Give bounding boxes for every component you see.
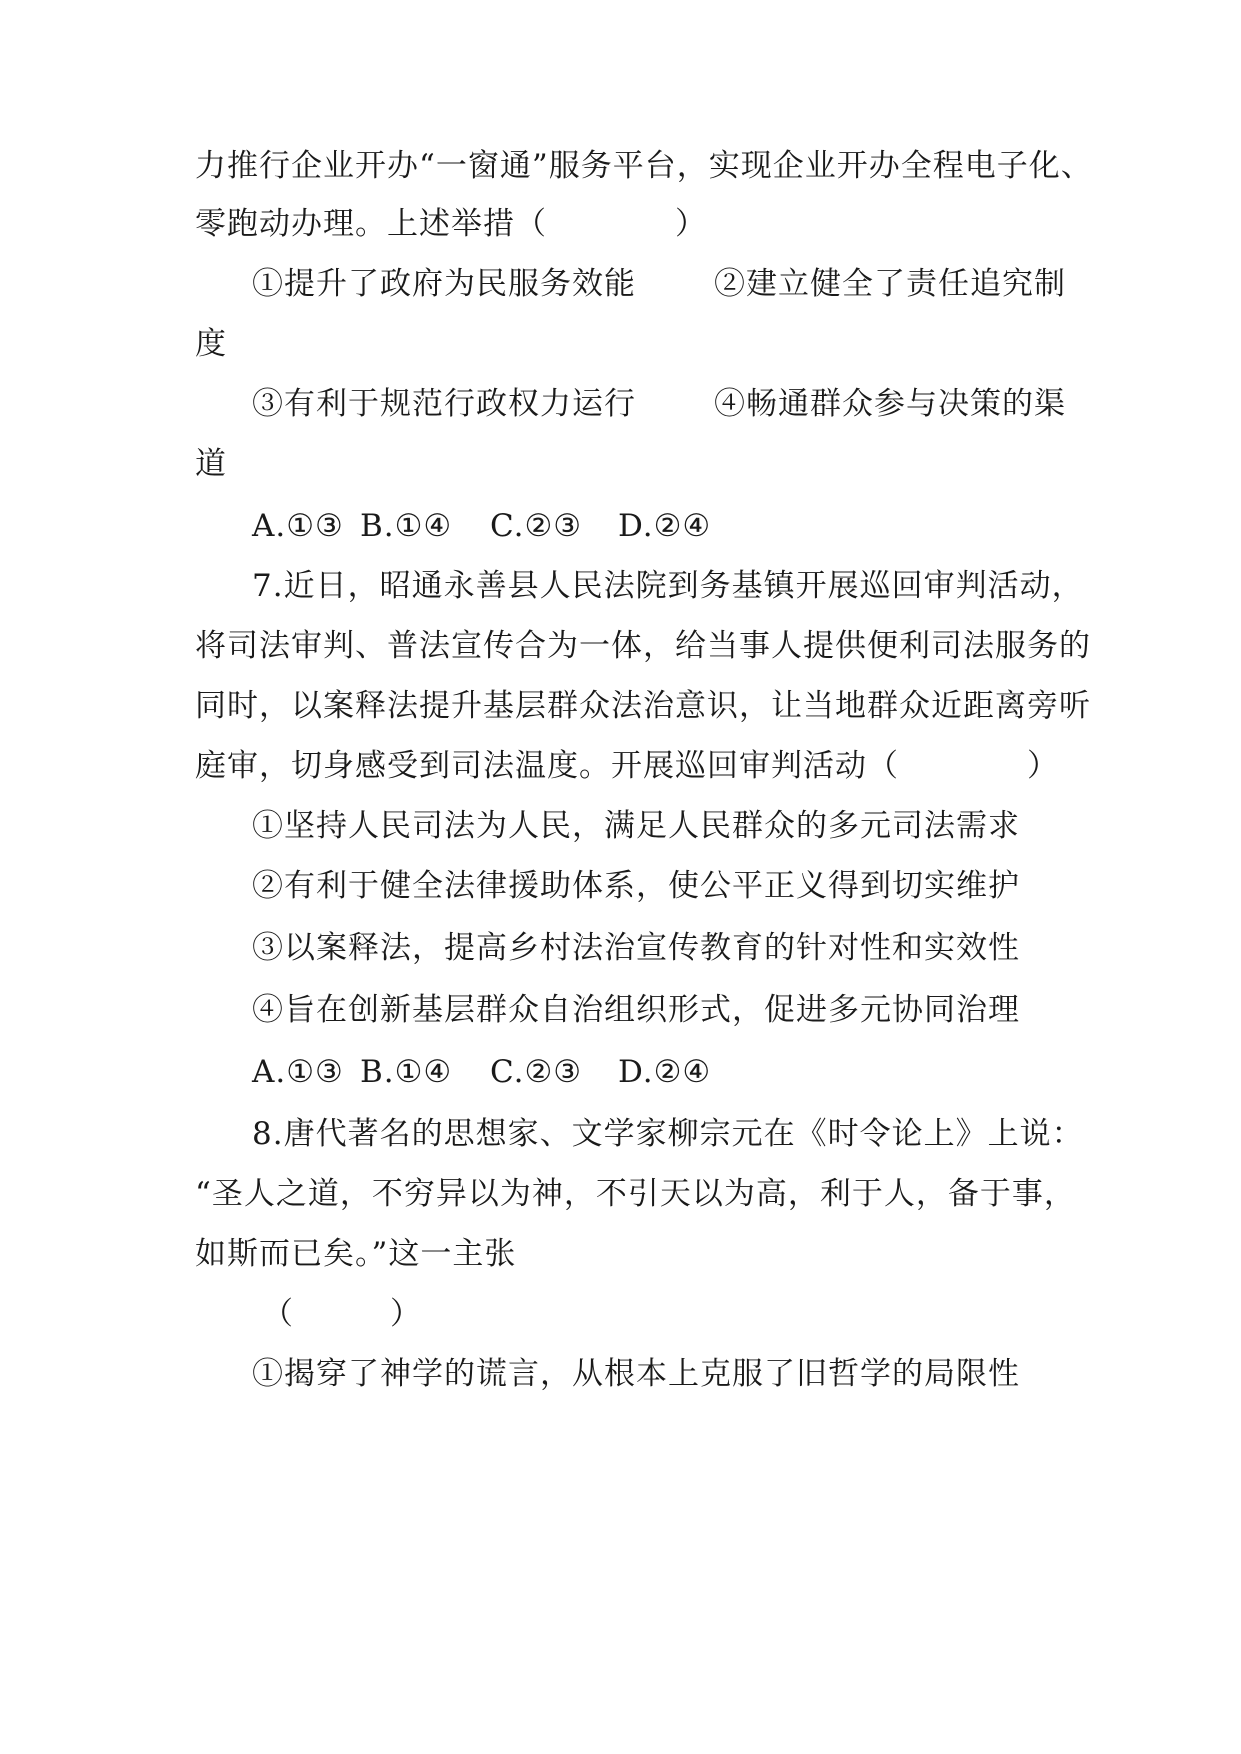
q7-option-2: ②有利于健全法律援助体系，使公平正义得到切实维护 bbox=[252, 868, 1020, 904]
q6-stem-line-2: 零跑动办理。上述举措（ ） bbox=[195, 206, 707, 242]
q6-option-4: ④畅通群众参与决策的渠 bbox=[714, 386, 1066, 422]
q6-choice-d: D.②④ bbox=[618, 508, 712, 544]
q7-stem-line-2: 将司法审判、普法宣传合为一体，给当事人提供便利司法服务的 bbox=[195, 628, 1091, 664]
q7-option-3: ③以案释法，提高乡村法治宣传教育的针对性和实效性 bbox=[252, 930, 1020, 966]
q7-option-4: ④旨在创新基层群众自治组织形式，促进多元协同治理 bbox=[252, 992, 1020, 1028]
q8-stem-line-3: 如斯而已矣。”这一主张 bbox=[195, 1236, 517, 1272]
q6-option-2-continuation: 度 bbox=[195, 326, 227, 362]
q7-stem-line-4: 庭审，切身感受到司法温度。开展巡回审判活动（ ） bbox=[195, 748, 1059, 784]
q8-option-1: ①揭穿了神学的谎言，从根本上克服了旧哲学的局限性 bbox=[252, 1356, 1020, 1392]
q6-option-row-2 bbox=[252, 384, 1066, 424]
q6-choice-c: C.②③ bbox=[490, 508, 583, 544]
q7-option-1: ①坚持人民司法为人民，满足人民群众的多元司法需求 bbox=[252, 808, 1020, 844]
q6-choice-b: B.①④ bbox=[360, 508, 453, 544]
q7-choices bbox=[252, 1052, 711, 1092]
q7-choice-c: C.②③ bbox=[490, 1054, 583, 1090]
q8-stem-line-1: 8.唐代著名的思想家、文学家柳宗元在《时令论上》上说： bbox=[252, 1116, 1084, 1152]
q6-option-row-1 bbox=[252, 264, 1066, 304]
q6-option-1: ①提升了政府为民服务效能 bbox=[252, 266, 636, 302]
q7-stem-line-3: 同时，以案释法提升基层群众法治意识，让当地群众近距离旁听 bbox=[195, 688, 1091, 724]
q6-stem-line-1: 力推行企业开办“一窗通”服务平台，实现企业开办全程电子化、 bbox=[195, 148, 1093, 184]
q8-stem-line-2: “圣人之道，不穷异以为神，不引天以为高，利于人，备于事， bbox=[195, 1176, 1076, 1212]
q7-choice-d: D.②④ bbox=[618, 1054, 712, 1090]
q6-choice-a: A.①③ bbox=[252, 508, 344, 544]
q7-stem-line-1: 7.近日，昭通永善县人民法院到务基镇开展巡回审判活动， bbox=[252, 568, 1084, 604]
q7-choice-a: A.①③ bbox=[252, 1054, 344, 1090]
q6-option-4-continuation: 道 bbox=[195, 446, 227, 482]
q7-choice-b: B.①④ bbox=[360, 1054, 453, 1090]
q8-answer-blank: （ ） bbox=[262, 1296, 422, 1332]
q6-choices bbox=[252, 506, 711, 546]
q6-option-3: ③有利于规范行政权力运行 bbox=[252, 386, 636, 422]
q6-option-2: ②建立健全了责任追究制 bbox=[714, 266, 1066, 302]
